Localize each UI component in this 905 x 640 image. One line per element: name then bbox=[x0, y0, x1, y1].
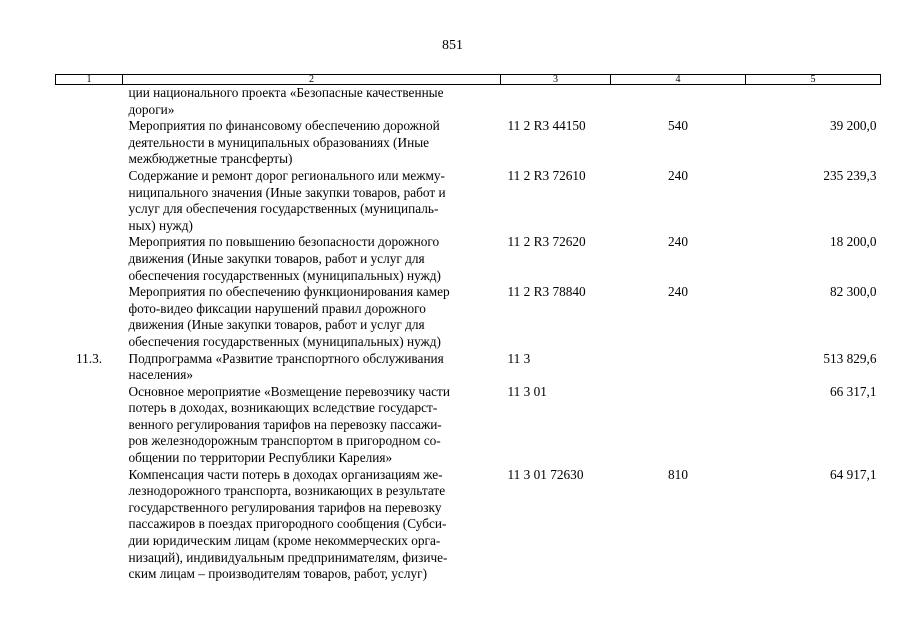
row-name-line: дороги» bbox=[128, 101, 175, 117]
row-sum: 235 239,3 bbox=[823, 167, 877, 183]
row-name-line: пассажиров в поездах пригородного сообщения (Субси- bbox=[128, 516, 447, 532]
table-row bbox=[56, 168, 881, 234]
row-name-line: фото-видео фиксации нарушений правил дорожного bbox=[128, 300, 426, 316]
table-row bbox=[56, 284, 881, 350]
header-col-1: 1 bbox=[56, 75, 123, 85]
row-name-line: Мероприятия по повышению безопасности дорожного bbox=[128, 234, 440, 250]
table-row bbox=[56, 118, 881, 168]
row-expense-type: 240 bbox=[668, 167, 688, 183]
row-name-line: низаций), индивидуальным предпринимателям, физиче- bbox=[128, 549, 448, 565]
row-name-line: ров железнодорожным транспортом в пригородном со- bbox=[128, 433, 441, 449]
row-sum bbox=[746, 85, 881, 119]
row-code: 11 3 01 72630 bbox=[507, 466, 584, 482]
row-name bbox=[123, 467, 501, 583]
row-expense-type: 810 bbox=[668, 466, 688, 482]
row-number bbox=[56, 168, 123, 234]
header-col-2: 2 bbox=[123, 75, 501, 85]
row-name bbox=[123, 234, 501, 284]
row-name-line: межбюджетные трансферты) bbox=[128, 151, 293, 167]
row-expense-type bbox=[611, 351, 746, 384]
row-number bbox=[56, 234, 123, 284]
row-name bbox=[123, 351, 501, 384]
row-name bbox=[123, 384, 501, 467]
row-name bbox=[123, 284, 501, 350]
row-sum: 513 829,6 bbox=[823, 350, 877, 366]
row-code bbox=[501, 85, 611, 119]
row-name-line: Мероприятия по финансовому обеспечению дорожной bbox=[128, 118, 440, 134]
budget-table-container bbox=[55, 74, 880, 583]
row-code: 11 2 R3 78840 bbox=[507, 284, 586, 300]
row-name-line: обеспечения государственных (муниципальных) нужд) bbox=[128, 267, 441, 283]
row-sum: 39 200,0 bbox=[829, 118, 877, 134]
row-code: 11 2 R3 72620 bbox=[507, 234, 586, 250]
header-col-3: 3 bbox=[501, 75, 611, 85]
row-name-line: ниципального значения (Иные закупки товаров, работ и bbox=[128, 184, 446, 200]
row-number bbox=[56, 118, 123, 168]
table-row bbox=[56, 351, 881, 384]
row-name-line: государственного регулирования тарифов на перевозку bbox=[128, 499, 442, 515]
row-expense-type: 540 bbox=[668, 118, 688, 134]
row-code: 11 3 01 bbox=[507, 383, 547, 399]
table-body bbox=[56, 85, 881, 583]
row-code: 11 3 bbox=[507, 350, 531, 366]
row-name-line: деятельности в муниципальных образованиях (Иные bbox=[128, 134, 430, 150]
table-row bbox=[56, 234, 881, 284]
row-name bbox=[123, 85, 501, 119]
header-col-4: 4 bbox=[611, 75, 746, 85]
row-code: 11 2 R3 44150 bbox=[507, 118, 586, 134]
row-name-line: обеспечения государственных (муниципальных) нужд) bbox=[128, 333, 441, 349]
row-name-line: ским лицам – производителям товаров, работ, услуг) bbox=[128, 566, 427, 582]
row-name-line: Содержание и ремонт дорог регионального или межму- bbox=[128, 167, 445, 183]
row-name-line: лезнодорожного транспорта, возникающих в результате bbox=[128, 483, 446, 499]
header-row bbox=[56, 75, 881, 85]
row-name-line: общении по территории Республики Карелия» bbox=[128, 450, 393, 466]
row-name-line: ции национального проекта «Безопасные качественные bbox=[128, 85, 444, 100]
row-name-line: населения» bbox=[128, 367, 194, 383]
table-row bbox=[56, 467, 881, 583]
row-number bbox=[56, 467, 123, 583]
row-number: 11.3. bbox=[75, 350, 103, 366]
row-expense-type: 240 bbox=[668, 234, 688, 250]
row-expense-type bbox=[611, 85, 746, 119]
budget-table bbox=[55, 74, 881, 583]
row-number bbox=[56, 85, 123, 119]
row-name-line: потерь в доходах, возникающих вследствие государст- bbox=[128, 400, 438, 416]
row-name-line: Основное мероприятие «Возмещение перевозчику части bbox=[128, 383, 450, 399]
page-number: 851 bbox=[442, 38, 463, 53]
row-name bbox=[123, 168, 501, 234]
row-name-line: венного регулирования тарифов на перевозку пассажи- bbox=[128, 416, 442, 432]
row-name-line: Компенсация части потерь в доходах организациям же- bbox=[128, 466, 443, 482]
row-sum: 82 300,0 bbox=[829, 284, 877, 300]
row-name-line: Мероприятия по обеспечению функционирования камер bbox=[128, 284, 450, 300]
row-name-line: услуг для обеспечения государственных (муниципаль- bbox=[128, 201, 439, 217]
row-name-line: ных) нужд) bbox=[128, 217, 193, 233]
row-name-line: Подпрограмма «Развитие транспортного обслуживания bbox=[128, 350, 444, 366]
row-expense-type bbox=[611, 384, 746, 467]
table-header bbox=[56, 75, 881, 85]
table-row bbox=[56, 85, 881, 119]
table-row bbox=[56, 384, 881, 467]
row-sum: 66 317,1 bbox=[829, 383, 877, 399]
row-number bbox=[56, 284, 123, 350]
row-number bbox=[56, 384, 123, 467]
row-sum: 18 200,0 bbox=[829, 234, 877, 250]
row-name bbox=[123, 118, 501, 168]
row-name-line: дии юридическим лицам (кроме некоммерческих орга- bbox=[128, 533, 441, 549]
row-code: 11 2 R3 72610 bbox=[507, 167, 586, 183]
row-expense-type: 240 bbox=[668, 284, 688, 300]
row-name-line: движения (Иные закупки товаров, работ и услуг для bbox=[128, 317, 425, 333]
row-name-line: движения (Иные закупки товаров, работ и услуг для bbox=[128, 250, 425, 266]
header-col-5: 5 bbox=[746, 75, 881, 85]
row-sum: 64 917,1 bbox=[829, 466, 877, 482]
